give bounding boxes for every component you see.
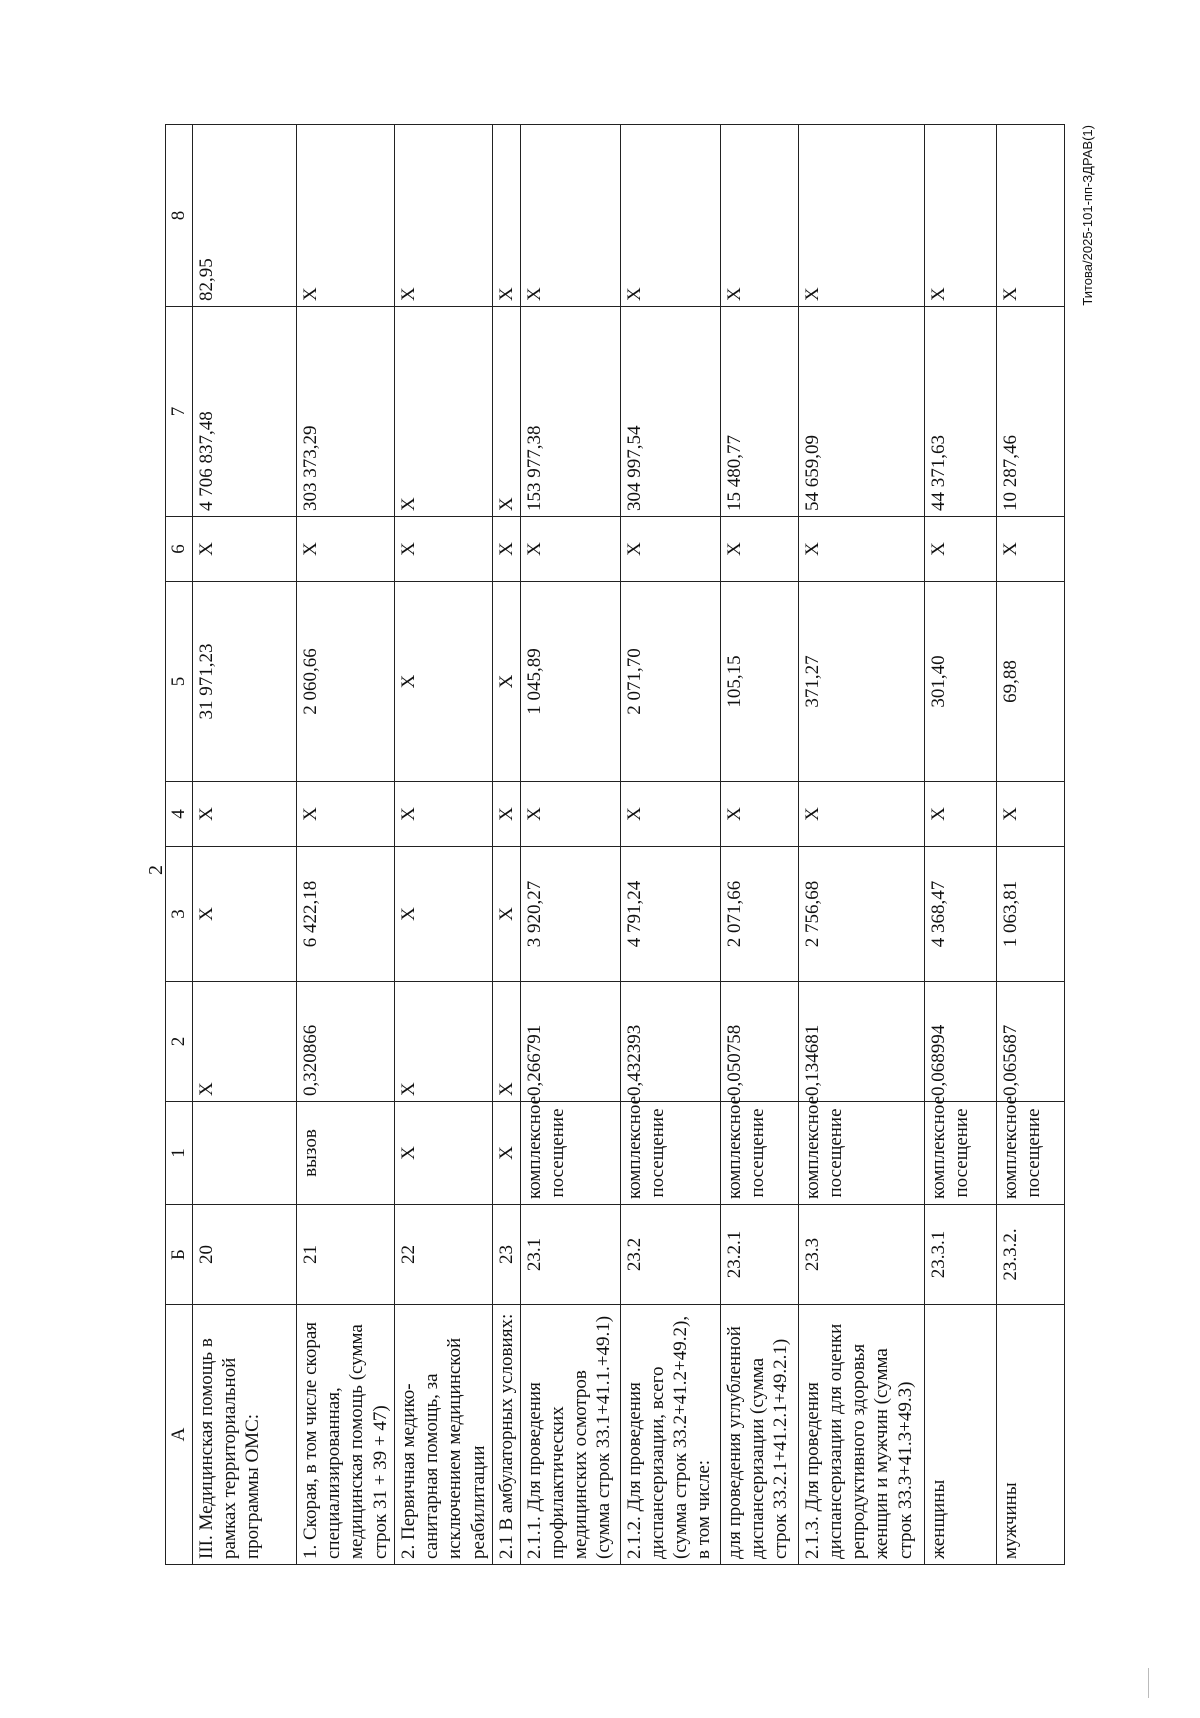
cell-c3: Х [395,847,493,982]
cell-c1: вызов [297,1102,395,1205]
cell-c3: 6 422,18 [297,847,395,982]
header-row [166,125,193,1565]
cell-c7: 54 659,09 [798,307,924,517]
cell-c6: Х [520,517,620,582]
cell-a: 2.1.3. Для проведения диспансеризации для оценки репродуктивного здоровья женщин и мужчин (сумма строк 33.3+41.3+49.3) [798,1305,924,1565]
cell-b: 23.2.1 [720,1205,798,1305]
cell-c1: комплексное посещение [620,1102,720,1205]
cell-c6: Х [720,517,798,582]
cell-c2: Х [193,982,297,1102]
cell-c8: Х [924,125,996,307]
cell-c2: 0,320866 [297,982,395,1102]
cell-a: мужчины [996,1305,1064,1565]
cell-a: 1. Скорая, в том числе скорая специализированная, медицинская помощь (сумма строк 31 + 39 + 47) [297,1305,395,1565]
cell-c2: 0,065687 [996,982,1064,1102]
cell-c1: Х [395,1102,493,1205]
cell-c7: 4 706 837,48 [193,307,297,517]
cell-c4: Х [720,782,798,847]
column-header: 6 [166,517,193,582]
cell-c1: комплексное посещение [520,1102,620,1205]
cell-c4: Х [520,782,620,847]
cell-b: 23 [492,1205,520,1305]
cell-c6: Х [996,517,1064,582]
cell-c2: 0,266791 [520,982,620,1102]
cell-c2: 0,432393 [620,982,720,1102]
cell-c7: Х [492,307,520,517]
cell-c7: 303 373,29 [297,307,395,517]
cell-c3: 2 071,66 [720,847,798,982]
cell-c1 [193,1102,297,1205]
cell-c3: Х [193,847,297,982]
cell-a: 2.1.1. Для проведения профилактических медицинских осмотров (сумма строк 33.1+41.1.+49.1) [520,1305,620,1565]
table-row [492,125,520,1565]
cell-c4: Х [996,782,1064,847]
cell-c2: Х [492,982,520,1102]
cell-c7: Х [395,307,493,517]
column-header: 5 [166,582,193,782]
table-row [924,125,996,1565]
cell-b: 20 [193,1205,297,1305]
cell-c5: 371,27 [798,582,924,782]
cell-c4: Х [492,782,520,847]
cell-c2: 0,050758 [720,982,798,1102]
column-header: 2 [166,982,193,1102]
cell-c4: Х [798,782,924,847]
table-row [720,125,798,1565]
table-row [297,125,395,1565]
cell-b: 23.2 [620,1205,720,1305]
footer-code: Титова/2025-101-пп-ЗДРАВ(1) [1080,125,1095,306]
cell-c7: 10 287,46 [996,307,1064,517]
cell-c3: 4 368,47 [924,847,996,982]
cell-c3: 1 063,81 [996,847,1064,982]
cell-c2: 0,134681 [798,982,924,1102]
column-header: 7 [166,307,193,517]
cell-c6: Х [924,517,996,582]
cell-c4: Х [620,782,720,847]
cell-a: для проведения углубленной диспансеризации (сумма строк 33.2.1+41.2.1+49.2.1) [720,1305,798,1565]
cell-c8: Х [620,125,720,307]
cell-c5: 301,40 [924,582,996,782]
cell-c3: Х [492,847,520,982]
table-row [798,125,924,1565]
table-row [520,125,620,1565]
cell-c5: 2 071,70 [620,582,720,782]
column-header: А [166,1305,193,1565]
cell-c7: 304 997,54 [620,307,720,517]
cell-c8: 82,95 [193,125,297,307]
cell-c8: Х [492,125,520,307]
cell-c5: 1 045,89 [520,582,620,782]
cell-c6: Х [297,517,395,582]
cell-b: 23.3.1 [924,1205,996,1305]
cell-c6: Х [620,517,720,582]
cell-b: 23.1 [520,1205,620,1305]
cell-c5: Х [395,582,493,782]
cell-c8: Х [996,125,1064,307]
cell-c7: 153 977,38 [520,307,620,517]
cell-c1: комплексное посещение [720,1102,798,1205]
column-header: 3 [166,847,193,982]
cell-c5: Х [492,582,520,782]
cell-c1: комплексное посещение [996,1102,1064,1205]
cell-c8: Х [798,125,924,307]
cell-c3: 2 756,68 [798,847,924,982]
cell-c7: 44 371,63 [924,307,996,517]
column-header: Б [166,1205,193,1305]
margin-mark [1148,1668,1149,1698]
cell-c4: Х [395,782,493,847]
cell-c1: комплексное посещение [924,1102,996,1205]
cell-c7: 15 480,77 [720,307,798,517]
cell-a: 2.1.2. Для проведения диспансеризации, всего (сумма строк 33.2+41.2+49.2), в том числе: [620,1305,720,1565]
cell-c8: Х [720,125,798,307]
cell-a: 2.1 В амбулаторных условиях: [492,1305,520,1565]
cell-c8: Х [297,125,395,307]
cell-b: 23.3.2. [996,1205,1064,1305]
table-row [193,125,297,1565]
rotated-content [125,125,1095,1565]
cell-b: 22 [395,1205,493,1305]
data-table [165,124,1065,1565]
cell-a: женщины [924,1305,996,1565]
table-row [996,125,1064,1565]
cell-c4: Х [297,782,395,847]
column-header: 4 [166,782,193,847]
cell-c8: Х [520,125,620,307]
cell-c2: 0,068994 [924,982,996,1102]
cell-c3: 3 920,27 [520,847,620,982]
cell-c2: Х [395,982,493,1102]
cell-c1: комплексное посещение [798,1102,924,1205]
cell-c5: 31 971,23 [193,582,297,782]
cell-b: 21 [297,1205,395,1305]
page-number: 2 [145,865,167,875]
cell-c6: Х [492,517,520,582]
cell-a: 2. Первичная медико-санитарная помощь, за исключением медицинской реабилитации [395,1305,493,1565]
cell-a: III. Медицинская помощь в рамках территориальной программы ОМС: [193,1305,297,1565]
table-row [395,125,493,1565]
cell-c5: 2 060,66 [297,582,395,782]
column-header: 1 [166,1102,193,1205]
table-row [620,125,720,1565]
cell-c1: Х [492,1102,520,1205]
cell-c5: 69,88 [996,582,1064,782]
cell-c4: Х [193,782,297,847]
cell-c3: 4 791,24 [620,847,720,982]
cell-c8: Х [395,125,493,307]
column-header: 8 [166,125,193,307]
cell-c5: 105,15 [720,582,798,782]
cell-c4: Х [924,782,996,847]
cell-c6: Х [193,517,297,582]
cell-b: 23.3 [798,1205,924,1305]
cell-c6: Х [798,517,924,582]
cell-c6: Х [395,517,493,582]
